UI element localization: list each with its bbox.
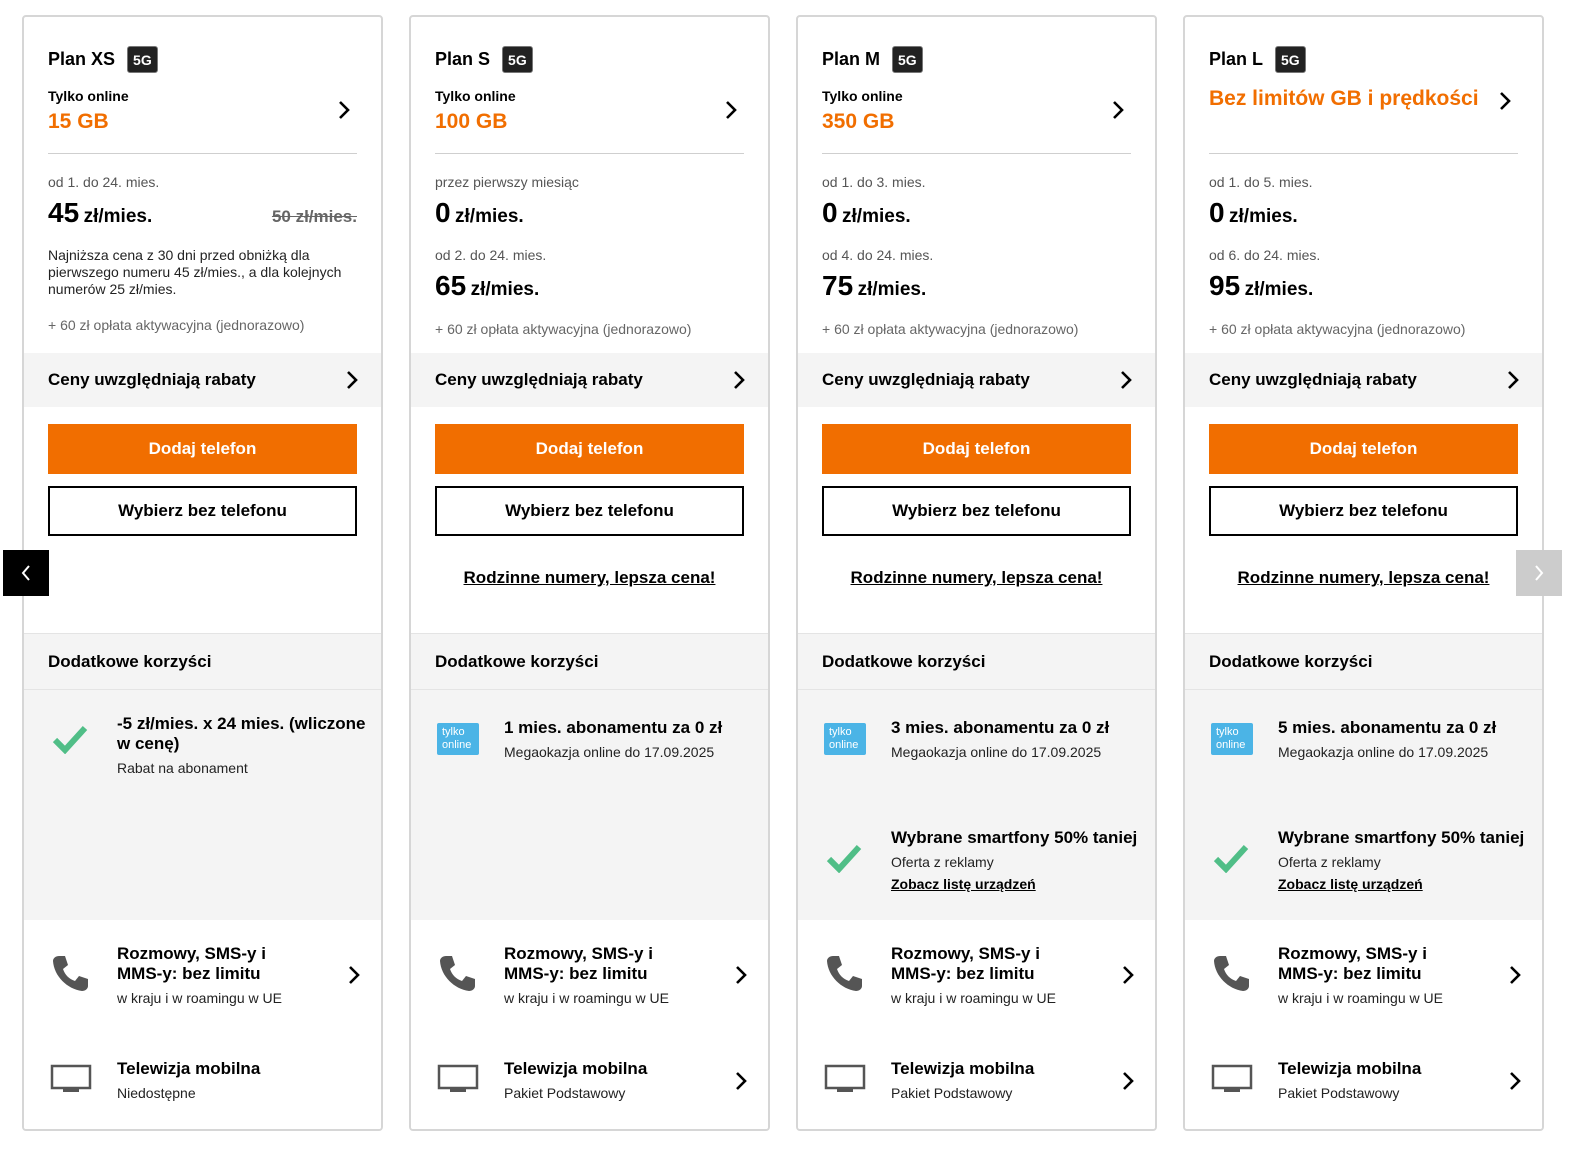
old-price: 50 zł/mies. — [271, 207, 357, 226]
price-unit: zł/mies. — [1229, 206, 1298, 227]
tv-subtitle: Pakiet Podstawowy — [1278, 1085, 1400, 1101]
check-icon — [826, 843, 862, 878]
calls-title: Rozmowy, SMS-y i MMS-y: bez limitu — [117, 944, 266, 983]
5g-badge: 5G — [127, 46, 158, 73]
benefit-item — [798, 803, 1155, 921]
price-unit: zł/mies. — [470, 279, 540, 300]
discounts-row[interactable] — [24, 353, 381, 407]
benefit-item — [798, 690, 1155, 804]
price — [822, 197, 911, 229]
discounts-row[interactable] — [798, 353, 1155, 407]
chevron-right-icon — [1121, 1070, 1135, 1097]
calls-title: Rozmowy, SMS-y i MMS-y: bez limitu — [504, 944, 653, 983]
divider — [1209, 153, 1518, 154]
carousel-next-button[interactable] — [1516, 550, 1562, 596]
price-value: 95 — [1209, 270, 1241, 301]
tv-title: Telewizja mobilna — [891, 1059, 1035, 1078]
phone-icon — [437, 953, 477, 998]
tv-icon — [824, 1064, 866, 1099]
price — [48, 197, 152, 229]
plan-name — [435, 46, 533, 73]
price — [435, 270, 539, 302]
price-period: od 1. do 5. mies. — [1209, 174, 1313, 190]
calls-feature-row[interactable] — [24, 920, 381, 1033]
tv-title: Telewizja mobilna — [504, 1059, 648, 1078]
activation-fee: + 60 zł opłata aktywacyjna (jednorazowo) — [1209, 321, 1466, 337]
price — [1209, 270, 1313, 302]
calls-text — [891, 944, 1061, 1006]
online-only-tag: tylko online — [1211, 723, 1253, 755]
benefit-subtitle: Megaokazja online do 17.09.2025 — [891, 744, 1102, 760]
benefit-text — [1278, 718, 1532, 760]
calls-feature-row[interactable] — [1185, 920, 1542, 1033]
online-only-tag: tylko online — [437, 723, 479, 755]
benefit-item — [411, 690, 768, 804]
benefit-item — [1185, 690, 1542, 804]
discounts-row[interactable] — [411, 353, 768, 407]
check-icon — [1213, 843, 1249, 878]
tv-subtitle: Pakiet Podstawowy — [504, 1085, 626, 1101]
benefits-header: Dodatkowe korzyści — [798, 633, 1155, 690]
chevron-right-icon[interactable] — [1111, 99, 1125, 126]
tv-text — [117, 1059, 260, 1101]
plan-name-text: Plan S — [435, 49, 491, 69]
discounts-label: Ceny uwzględniają rabaty — [1209, 370, 1417, 389]
benefit-text — [891, 718, 1145, 760]
chevron-right-icon — [1119, 369, 1133, 391]
lowest-price-note: Najniższa cena z 30 dni przed obniżką dla pierwszego numeru 45 zł/mies., a dla kolejnych numerów 25 zł/mies. — [48, 247, 342, 297]
price — [435, 197, 524, 229]
chevron-right-icon[interactable] — [1498, 90, 1512, 117]
chevron-right-icon — [1121, 964, 1135, 991]
plan-card-m — [796, 15, 1157, 1131]
benefit-title: Wybrane smartfony 50% taniej — [1278, 828, 1525, 847]
benefit-title: 1 mies. abonamentu za 0 zł — [504, 718, 723, 737]
chevron-right-icon[interactable] — [337, 99, 351, 126]
5g-badge: 5G — [1275, 46, 1306, 73]
choose-without-phone-button[interactable]: Wybierz bez telefonu — [1209, 486, 1518, 536]
benefit-subtitle: Megaokazja online do 17.09.2025 — [1278, 744, 1489, 760]
data-amount: 350 GB — [822, 110, 895, 133]
price — [822, 270, 926, 302]
benefit-subtitle: Rabat na abonament — [117, 760, 248, 776]
benefit-title: 5 mies. abonamentu za 0 zł — [1278, 718, 1497, 737]
tv-text — [1278, 1059, 1421, 1101]
plan-card-xs — [22, 15, 383, 1131]
benefit-empty — [24, 803, 381, 921]
tv-subtitle: Niedostępne — [117, 1085, 196, 1101]
chevron-right-icon — [1506, 369, 1520, 391]
discounts-label: Ceny uwzględniają rabaty — [48, 370, 256, 389]
price-period: od 1. do 24. mies. — [48, 174, 160, 190]
add-phone-button[interactable]: Dodaj telefon — [1209, 424, 1518, 474]
chevron-right-icon[interactable] — [724, 99, 738, 126]
calls-subtitle: w kraju i w roamingu w UE — [504, 990, 669, 1006]
5g-badge: 5G — [892, 46, 923, 73]
tv-icon — [437, 1064, 479, 1099]
check-icon — [52, 724, 88, 759]
calls-subtitle: w kraju i w roamingu w UE — [1278, 990, 1443, 1006]
choose-without-phone-button[interactable]: Wybierz bez telefonu — [435, 486, 744, 536]
calls-text — [1278, 944, 1448, 1006]
plan-card-s — [409, 15, 770, 1131]
online-only-tag: tylko online — [824, 723, 866, 755]
price-unit: zł/mies. — [857, 279, 927, 300]
chevron-right-icon — [1508, 1070, 1522, 1097]
price-unit: zł/mies. — [455, 206, 524, 227]
benefit-title: -5 zł/mies. x 24 mies. (wliczone w cenę) — [117, 714, 366, 753]
price-period: od 1. do 3. mies. — [822, 174, 926, 190]
phone-icon — [1211, 953, 1251, 998]
plan-name-text: Plan XS — [48, 49, 116, 69]
chevron-right-icon — [1508, 964, 1522, 991]
price-value: 45 — [48, 197, 80, 228]
chevron-right-icon — [734, 1070, 748, 1097]
divider — [48, 153, 357, 154]
benefit-item — [1185, 803, 1542, 921]
benefit-subtitle: Oferta z reklamy — [891, 854, 994, 870]
tv-feature-row — [24, 1032, 381, 1131]
benefit-subtitle: Megaokazja online do 17.09.2025 — [504, 744, 715, 760]
calls-title: Rozmowy, SMS-y i MMS-y: bez limitu — [891, 944, 1040, 983]
device-list-link[interactable]: Zobacz listę urządzeń — [891, 876, 1036, 892]
benefit-subtitle: Oferta z reklamy — [1278, 854, 1381, 870]
plan-name — [1209, 46, 1306, 73]
calls-subtitle: w kraju i w roamingu w UE — [891, 990, 1056, 1006]
price-unit: zł/mies. — [1244, 279, 1314, 300]
price-value: 0 — [1209, 197, 1225, 228]
family-numbers-link[interactable]: Rodzinne numery, lepsza cena! — [1237, 568, 1490, 587]
price-period: przez pierwszy miesiąc — [435, 174, 579, 190]
tv-text — [504, 1059, 647, 1101]
tv-title: Telewizja mobilna — [117, 1059, 261, 1078]
price-value: 75 — [822, 270, 854, 301]
price-unit: zł/mies. — [83, 206, 153, 227]
only-online-label: Tylko online — [435, 88, 516, 104]
add-phone-button[interactable]: Dodaj telefon — [822, 424, 1131, 474]
calls-text — [117, 944, 287, 1006]
tv-icon — [1211, 1064, 1253, 1099]
discounts-label: Ceny uwzględniają rabaty — [435, 370, 643, 389]
tv-feature-row[interactable] — [411, 1032, 768, 1131]
price-period: od 2. do 24. mies. — [435, 247, 547, 263]
plan-name — [822, 46, 923, 73]
data-amount: Bez limitów GB i prędkości — [1209, 87, 1479, 110]
price-period: od 6. do 24. mies. — [1209, 247, 1321, 263]
only-online-label: Tylko online — [48, 88, 129, 104]
plan-name — [48, 46, 158, 73]
tv-text — [891, 1059, 1034, 1101]
chevron-right-icon — [347, 964, 361, 991]
tv-subtitle: Pakiet Podstawowy — [891, 1085, 1013, 1101]
plan-name-text: Plan L — [1209, 49, 1264, 69]
choose-without-phone-button[interactable]: Wybierz bez telefonu — [48, 486, 357, 536]
calls-title: Rozmowy, SMS-y i MMS-y: bez limitu — [1278, 944, 1427, 983]
chevron-left-icon — [20, 564, 32, 582]
divider — [435, 153, 744, 154]
activation-fee: + 60 zł opłata aktywacyjna (jednorazowo) — [48, 317, 305, 333]
chevron-right-icon — [1533, 564, 1545, 582]
benefit-item — [24, 690, 381, 804]
benefits-header: Dodatkowe korzyści — [24, 633, 381, 690]
calls-feature-row[interactable] — [411, 920, 768, 1033]
data-amount: 100 GB — [435, 110, 508, 133]
plan-name-text: Plan M — [822, 49, 881, 69]
phone-icon — [50, 953, 90, 998]
tv-title: Telewizja mobilna — [1278, 1059, 1422, 1078]
calls-text — [504, 944, 674, 1006]
benefit-title: 3 mies. abonamentu za 0 zł — [891, 718, 1110, 737]
price-period: od 4. do 24. mies. — [822, 247, 934, 263]
calls-subtitle: w kraju i w roamingu w UE — [117, 990, 282, 1006]
benefit-text — [117, 714, 371, 776]
add-phone-button[interactable]: Dodaj telefon — [435, 424, 744, 474]
price-value: 0 — [435, 197, 451, 228]
benefits-header: Dodatkowe korzyści — [1185, 633, 1542, 690]
activation-fee: + 60 zł opłata aktywacyjna (jednorazowo) — [822, 321, 1079, 337]
price-unit: zł/mies. — [842, 206, 911, 227]
5g-badge: 5G — [502, 46, 533, 73]
benefit-empty — [411, 803, 768, 921]
choose-without-phone-button[interactable]: Wybierz bez telefonu — [822, 486, 1131, 536]
phone-icon — [824, 953, 864, 998]
tv-icon — [50, 1064, 92, 1099]
benefit-text — [504, 718, 758, 760]
discounts-label: Ceny uwzględniają rabaty — [822, 370, 1030, 389]
price — [1209, 197, 1298, 229]
family-numbers-link[interactable]: Rodzinne numery, lepsza cena! — [850, 568, 1103, 587]
activation-fee: + 60 zł opłata aktywacyjna (jednorazowo) — [435, 321, 692, 337]
carousel-prev-button[interactable] — [3, 550, 49, 596]
benefit-text — [891, 828, 1149, 892]
data-amount: 15 GB — [48, 110, 109, 133]
benefit-title: Wybrane smartfony 50% taniej — [891, 828, 1138, 847]
family-numbers-link[interactable]: Rodzinne numery, lepsza cena! — [463, 568, 716, 587]
price-value: 65 — [435, 270, 467, 301]
add-phone-button[interactable]: Dodaj telefon — [48, 424, 357, 474]
price-value: 0 — [822, 197, 838, 228]
only-online-label: Tylko online — [822, 88, 903, 104]
device-list-link[interactable]: Zobacz listę urządzeń — [1278, 876, 1423, 892]
tv-feature-row[interactable] — [1185, 1032, 1542, 1131]
calls-feature-row[interactable] — [798, 920, 1155, 1033]
plan-card-l — [1183, 15, 1544, 1131]
discounts-row[interactable] — [1185, 353, 1542, 407]
chevron-right-icon — [732, 369, 746, 391]
chevron-right-icon — [345, 369, 359, 391]
tv-feature-row[interactable] — [798, 1032, 1155, 1131]
divider — [822, 153, 1131, 154]
benefits-header: Dodatkowe korzyści — [411, 633, 768, 690]
chevron-right-icon — [734, 964, 748, 991]
benefit-text — [1278, 828, 1536, 892]
